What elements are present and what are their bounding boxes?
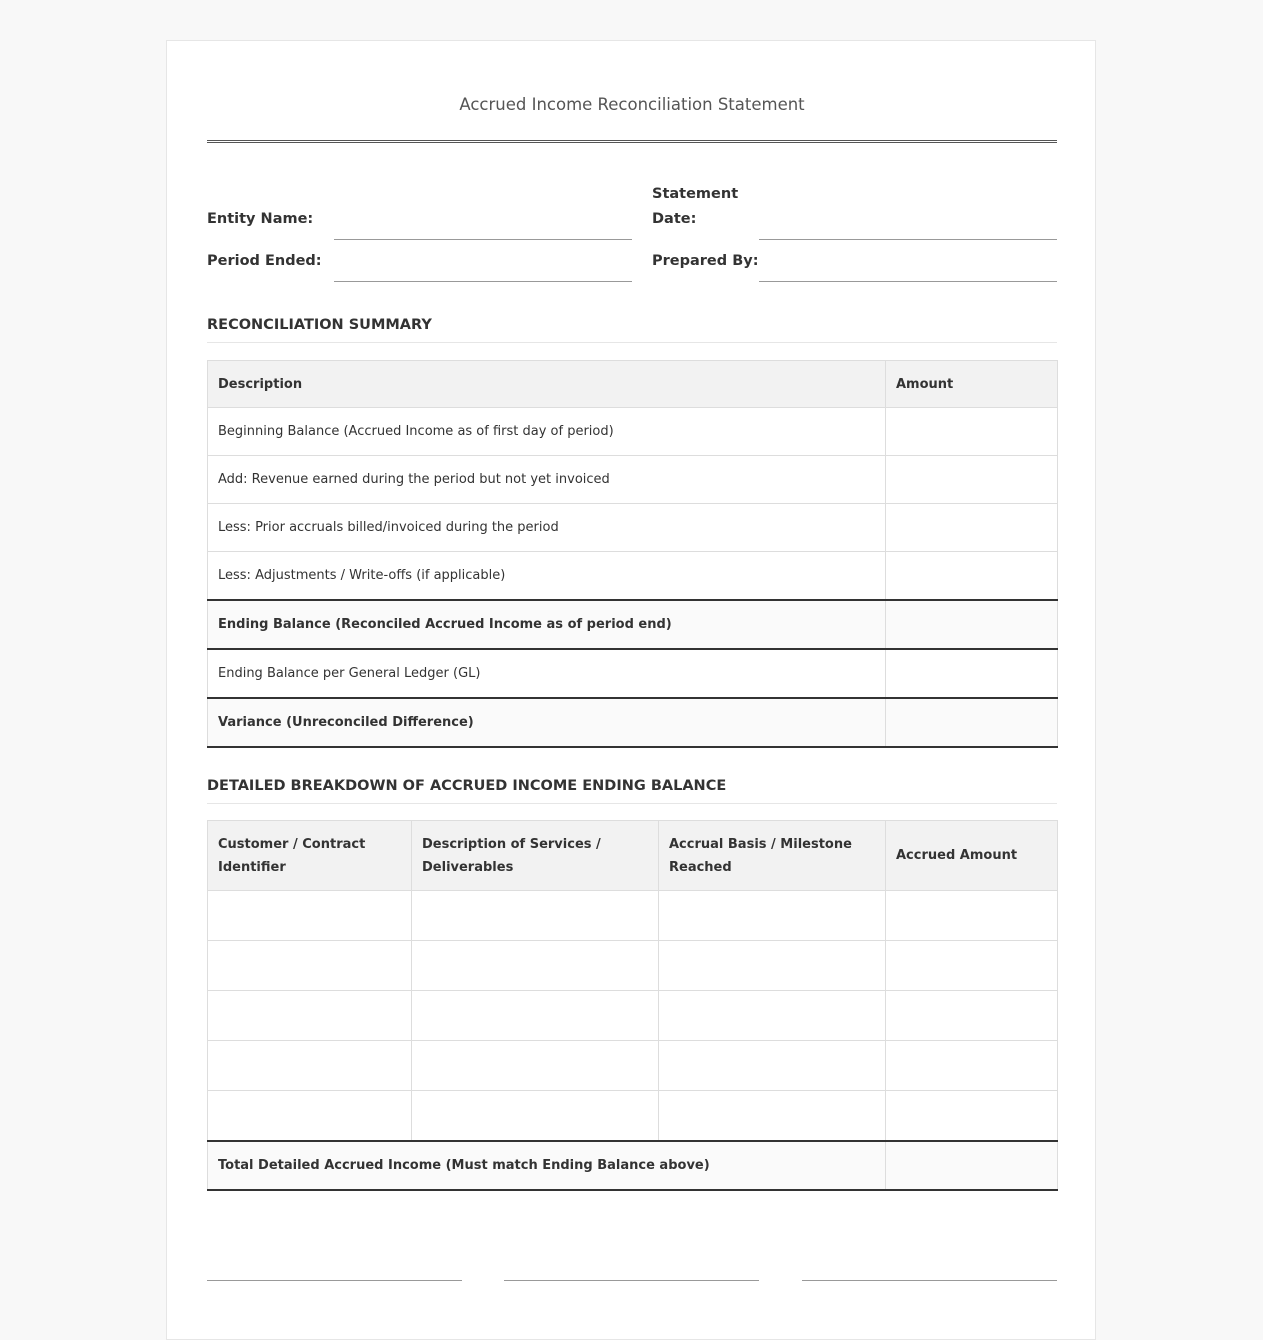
detail-cell-accrual-basis[interactable] (659, 991, 886, 1041)
detail-cell-customer[interactable] (208, 891, 412, 941)
detail-total-label: Total Detailed Accrued Income (Must match Ending Balance above) (208, 1141, 886, 1190)
document-title: Accrued Income Reconciliation Statement (459, 95, 805, 114)
period-ended-label: Period Ended: (207, 253, 322, 269)
detail-cell-accrual-basis[interactable] (659, 941, 886, 991)
summary-row-description: Variance (Unreconciled Difference) (208, 698, 886, 747)
detail-cell-accrued-amount[interactable] (886, 1041, 1058, 1091)
summary-row-amount-cell[interactable] (886, 456, 1058, 504)
summary-row-ending-balance (208, 600, 1058, 649)
summary-row-add-revenue (208, 456, 1058, 504)
summary-row-less-prior-accruals (208, 504, 1058, 552)
title-double-rule (207, 140, 1057, 143)
summary-row-description: Ending Balance (Reconciled Accrued Income as of period end) (208, 600, 886, 649)
prepared-by-field[interactable] (759, 281, 1057, 282)
summary-row-beginning-balance (208, 408, 1058, 456)
detail-cell-customer[interactable] (208, 991, 412, 1041)
detail-cell-accrual-basis[interactable] (659, 1041, 886, 1091)
summary-row-amount-cell[interactable] (886, 552, 1058, 601)
prepared-by-label: Prepared By: (652, 253, 759, 269)
summary-row-description: Less: Prior accruals billed/invoiced during the period (208, 504, 886, 552)
detail-cell-accrued-amount[interactable] (886, 891, 1058, 941)
summary-col-description: Description (208, 361, 886, 408)
signature-line-1[interactable] (207, 1280, 462, 1281)
summary-row-description: Add: Revenue earned during the period but not yet invoiced (208, 456, 886, 504)
detail-cell-customer[interactable] (208, 941, 412, 991)
summary-row-amount-cell[interactable] (886, 600, 1058, 649)
detail-cell-services[interactable] (412, 941, 659, 991)
reconciliation-summary-heading: RECONCILIATION SUMMARY (207, 317, 1057, 343)
document-page (166, 40, 1096, 1340)
detail-header-row (208, 821, 1058, 891)
summary-row-amount-cell[interactable] (886, 504, 1058, 552)
detail-cell-customer[interactable] (208, 1091, 412, 1142)
detail-cell-services[interactable] (412, 1091, 659, 1142)
summary-row-amount-cell[interactable] (886, 649, 1058, 698)
period-ended-field[interactable] (334, 281, 632, 282)
detail-cell-accrual-basis[interactable] (659, 891, 886, 941)
detail-cell-services[interactable] (412, 1041, 659, 1091)
signature-line-2[interactable] (504, 1280, 759, 1281)
detail-cell-accrued-amount[interactable] (886, 991, 1058, 1041)
detail-cell-services[interactable] (412, 891, 659, 941)
reconciliation-summary-table (207, 360, 1058, 748)
detail-total-amount-cell[interactable] (886, 1141, 1058, 1190)
summary-row-gl-balance (208, 649, 1058, 698)
summary-row-amount-cell[interactable] (886, 408, 1058, 456)
detail-cell-accrued-amount[interactable] (886, 941, 1058, 991)
detail-cell-customer[interactable] (208, 1041, 412, 1091)
entity-name-field[interactable] (334, 239, 632, 240)
summary-row-description: Beginning Balance (Accrued Income as of first day of period) (208, 408, 886, 456)
summary-row-variance (208, 698, 1058, 747)
detail-col-accrued-amount: Accrued Amount (886, 821, 1058, 891)
detailed-breakdown-heading: DETAILED BREAKDOWN OF ACCRUED INCOME ENDING BALANCE (207, 778, 1057, 804)
detail-cell-accrued-amount[interactable] (886, 1091, 1058, 1142)
detail-cell-services[interactable] (412, 991, 659, 1041)
detail-blank-row (208, 1091, 1058, 1142)
detail-col-accrual-basis: Accrual Basis / Milestone Reached (659, 821, 886, 891)
entity-name-label: Entity Name: (207, 211, 314, 227)
summary-row-less-adjustments (208, 552, 1058, 601)
detail-col-services: Description of Services / Deliverables (412, 821, 659, 891)
summary-row-description: Less: Adjustments / Write-offs (if applicable) (208, 552, 886, 601)
detail-total-row (208, 1141, 1058, 1190)
statement-date-field[interactable] (759, 239, 1057, 240)
detail-cell-accrual-basis[interactable] (659, 1091, 886, 1142)
detail-blank-row (208, 1041, 1058, 1091)
statement-date-label-line1: Statement (652, 186, 739, 202)
detail-blank-row (208, 891, 1058, 941)
summary-header-row (208, 361, 1058, 408)
summary-row-amount-cell[interactable] (886, 698, 1058, 747)
statement-date-label-line2: Date: (652, 211, 697, 227)
summary-row-description: Ending Balance per General Ledger (GL) (208, 649, 886, 698)
detail-blank-row (208, 941, 1058, 991)
detail-blank-row (208, 991, 1058, 1041)
summary-col-amount: Amount (886, 361, 1058, 408)
signature-line-3[interactable] (802, 1280, 1057, 1281)
detail-col-customer: Customer / Contract Identifier (208, 821, 412, 891)
detailed-breakdown-table (207, 820, 1058, 1191)
